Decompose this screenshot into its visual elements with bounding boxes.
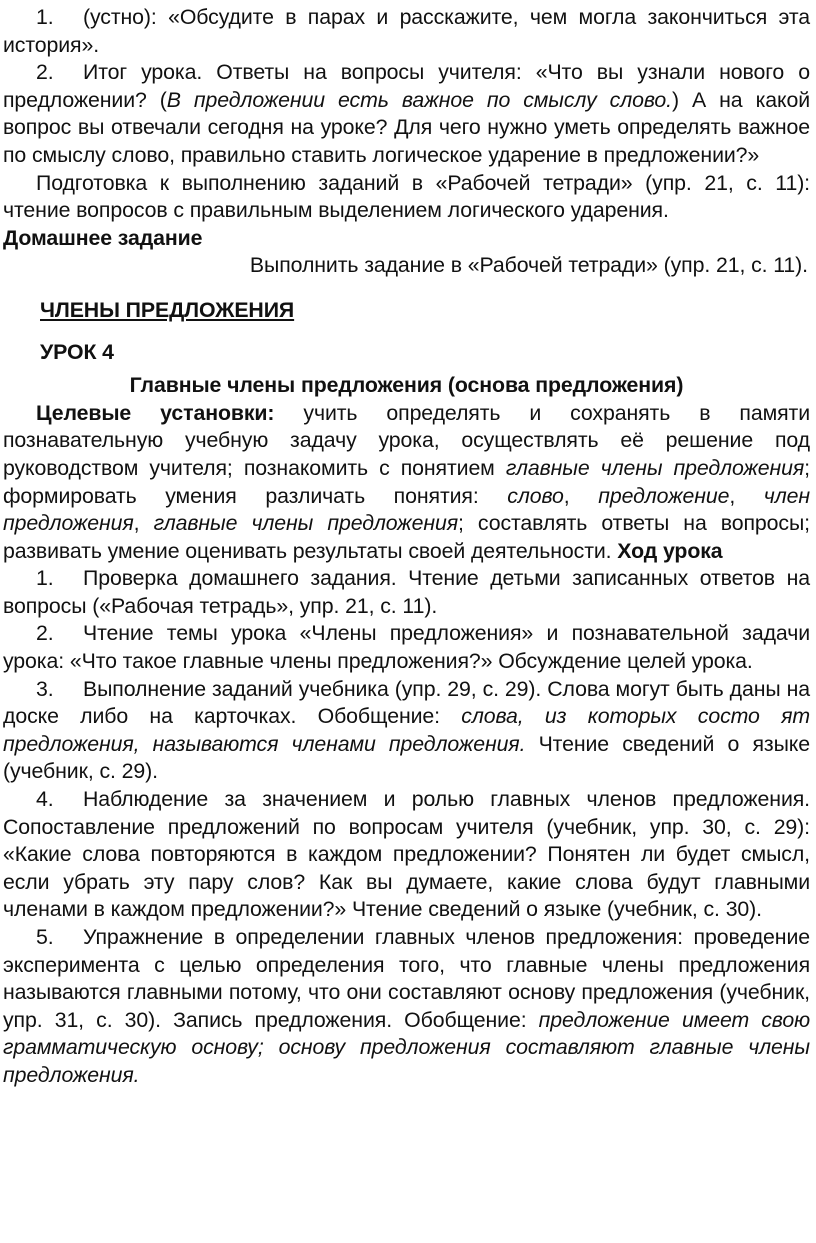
item-text: Итог урока. Ответы на вопросы учителя: «Что вы узнали нового о предложении? ( — [3, 60, 810, 112]
list-item — [3, 620, 810, 675]
goals-text: учить определять и сохранять в памяти познавательную учебную задачу урока, осуществлять её решение под руководством учителя; познакомить с понятием — [3, 400, 810, 480]
list-item — [3, 59, 810, 169]
goals-term: слово — [507, 483, 564, 508]
goals-text: ; формировать умения различать понятия: — [3, 455, 810, 508]
goals-text: ; составлять ответы на вопросы; развивать умение оценивать результаты своей деятельности. — [3, 511, 810, 563]
item-text: (устно): «Обсудите в парах и расскажите, чем могла закончиться эта история». — [3, 5, 810, 57]
list-item — [3, 565, 810, 620]
item-text: Выполнение заданий учебника (упр. 29, с. 29). Слова могут быть даны на доске либо на карточках. Обобщение: — [3, 676, 810, 729]
item-text-tail: ) А на какой вопрос вы отвечали сегодня на уроке? Для чего нужно уметь определять важное по смыслу слово, правильно ставить логическое ударение в предложении?» — [3, 87, 810, 167]
lesson-title: УРОК 4 — [40, 339, 114, 364]
item-emphasis: В предложении есть важное по смыслу слово. — [166, 87, 672, 112]
list-item — [3, 676, 810, 786]
item-number: 2. — [36, 60, 54, 85]
course-heading: Ход урока — [617, 538, 723, 563]
goals-term: главные члены предложения — [153, 511, 458, 536]
item-number: 3. — [36, 676, 54, 701]
goals-term: предложение — [598, 483, 730, 508]
goals-term: главные члены предложения — [505, 455, 805, 480]
list-item — [3, 786, 810, 924]
homework-heading: Домашнее задание — [3, 225, 203, 250]
item-number: 4. — [36, 787, 54, 812]
item-text: Наблюдение за значением и ролью главных членов предложения. Сопоставление предложений по вопросам учителя (учебник, упр. 30, с. 29): «Какие слова повторяются в каждом предложении? Понятен ли будет смысл, если убрать эту пару слов? Как вы думаете, какие слова будут главными членами в каждом предложении?» Чтение сведений о языке (учебник, с. 30). — [3, 787, 810, 922]
goals-text: , — [563, 483, 599, 508]
item-text: Проверка домашнего задания. Чтение детьми записанных ответов на вопросы («Рабочая тетрадь», упр. 21, с. 11). — [3, 566, 810, 618]
goals-text: , — [133, 511, 154, 536]
goals-text: , — [729, 483, 764, 508]
list-item — [3, 4, 810, 59]
item-number: 2. — [36, 621, 54, 646]
section-title: ЧЛЕНЫ ПРЕДЛОЖЕНИЯ — [40, 297, 295, 322]
item-emphasis: слова, из которых состо ят предложения, называются членами предложения. — [3, 704, 810, 756]
item-number: 1. — [36, 566, 54, 591]
item-emphasis: предложение имеет свою грамматическую основу; основу предложения составляют главные члены предложения. — [3, 1007, 811, 1087]
goals-term: член предложения — [3, 483, 810, 536]
list-item — [3, 924, 810, 1090]
item-text: Чтение темы урока «Члены предложения» и познавательной задачи урока: «Что такое главные члены предложения?» Обсуждение целей урока. — [3, 621, 810, 674]
goals-label: Целевые установки: — [36, 400, 275, 425]
item-text-tail: Чтение сведений о языке (учебник, с. 29). — [3, 731, 810, 784]
item-text: Упражнение в определении главных членов предложения: проведение эксперимента с целью определения того, что главные члены предложения называются главными потому, что они составляют основу предложения (учебник, упр. 31, с. 30). Запись предложения. Обобщение: — [3, 925, 810, 1032]
homework-text: Выполнить задание в «Рабочей тетради» (упр. 21, с. 11). — [249, 253, 808, 278]
item-number: 5. — [36, 925, 54, 949]
lesson-subtitle: Главные члены предложения (основа предложения) — [129, 373, 684, 398]
item-number: 1. — [36, 5, 54, 29]
goals-paragraph — [3, 400, 810, 566]
preparation-paragraph: Подготовка к выполнению заданий в «Рабочей тетради» (упр. 21, с. 11): чтение вопросов с правильным выделением логического ударения. — [3, 170, 810, 223]
